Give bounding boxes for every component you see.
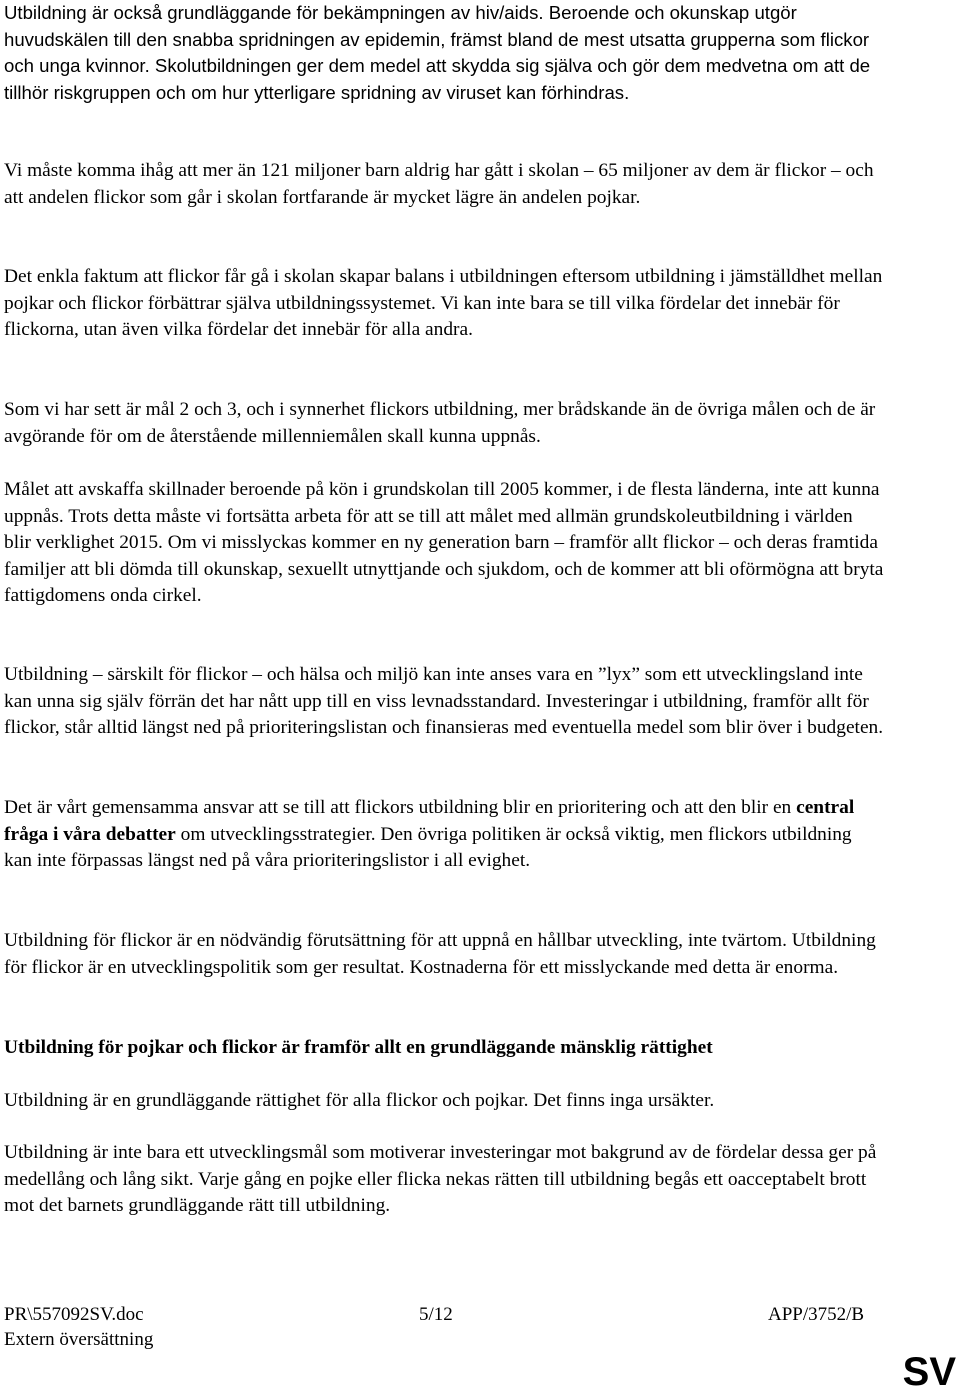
language-tag: SV [902,1350,956,1394]
paragraph-sustainable-development: Utbildning för flickor är en nödvändig förutsättning för att uppnå en hållbar utveckling, inte tvärtom. Utbildning för flickor är en utvecklingspolitik som ger resultat. Kostnaderna för ett misslyckande med detta är enorma. [4,930,876,978]
footer-page-number: 5/12 [419,1304,453,1325]
text-segment: om utvecklingsstrategier. Den övriga politiken är också viktig, men flickors utbildning kan inte förpassas längst ned på våra prioriteringslistor i all evighet. [4,823,852,871]
paragraph-fundamental-right: Utbildning är en grundläggande rättighet för alla flickor och pojkar. Det finns inga ursäkter. [4,1090,715,1111]
paragraph-balance-in-education: Det enkla faktum att flickor får gå i skolan skapar balans i utbildningen eftersom utbildning i jämställdhet mellan pojkar och flickor förbättrar själva utbildningssystemet. Vi kan inte bara se till vilka fördelar det innebär för flickorna, utan även vilka fördelar det innebär för alla andra. [4,266,883,340]
paragraph-goals-2-and-3: Som vi har sett är mål 2 och 3, och i synnerhet flickors utbildning, mer brådskande än de övriga målen och de är avgörande för om de återstående millenniemålen skall kunna uppnås. [4,399,876,447]
paragraph-not-a-luxury: Utbildning – särskilt för flickor – och hälsa och miljö kan inte anses vara en ”lyx” som ett utvecklingsland inte kan unna sig själv förrän det har nått upp till en viss levnadsstandard. Investeringar i utbildning, framför allt för flickor, står alltid längst ned på prioriteringslistan och finansieras med eventuella medel som blir över i budgeten. [4,664,884,738]
footer-app-ref: APP/3752/B [768,1304,865,1325]
paragraph-common-responsibility [4,795,884,875]
bold-phrase: central fråga i våra debatter [4,797,855,845]
section-heading: Utbildning för pojkar och flickor är framför allt en grundläggande mänsklig rättighet [4,1037,713,1058]
text-segment: Det är vårt gemensamma ansvar att se till att flickors utbildning blir en prioritering och att den blir en [4,797,797,818]
paragraph-2005-target: Målet att avskaffa skillnader beroende på kön i grundskolan till 2005 kommer, i de flesta länderna, inte att kunna uppnås. Trots detta måste vi fortsätta arbeta för att se till att målet med allmän grundskoleutbildning i världen blir verklighet 2015. Om vi misslyckas kommer en ny generation barn – framför allt flickor – och deras framtida familjer att bli dömda till okunskap, sexuellt utnyttjande och sjukdom, och de kommer att bli oförmögna att bryta fattigdomens onda cirkel. [4,479,884,606]
paragraph-development-goal: Utbildning är inte bara ett utvecklingsmål som motiverar investeringar mot bakgrund av de fördelar dessa ger på medellång och lång sikt. Varje gång en pojke eller flicka nekas rätten till utbildning begås ett oacceptabelt brott mot det barnets grundläggande rätt till utbildning. [4,1142,877,1216]
paragraph-121-million-children: Vi måste komma ihåg att mer än 121 miljoner barn aldrig har gått i skolan – 65 miljoner av dem är flickor – och att andelen flickor som går i skolan fortfarande är mycket lägre än andelen pojkar. [4,160,874,208]
footer-translation-note: Extern översättning [4,1329,154,1350]
paragraph-hiv-aids: Utbildning är också grundläggande för bekämpningen av hiv/aids. Beroende och okunskap utgör huvudskälen till den snabba spridningen av epidemin, främst bland de mest utsatta grupperna som flickor och unga kvinnor. Skolutbildningen ger dem medel att skydda sig själva och gör dem medvetna om att de tillhör riskgruppen och om hur ytterligare spridning av viruset kan förhindras. [4,2,871,103]
footer-doc-ref: PR\557092SV.doc [4,1304,144,1325]
